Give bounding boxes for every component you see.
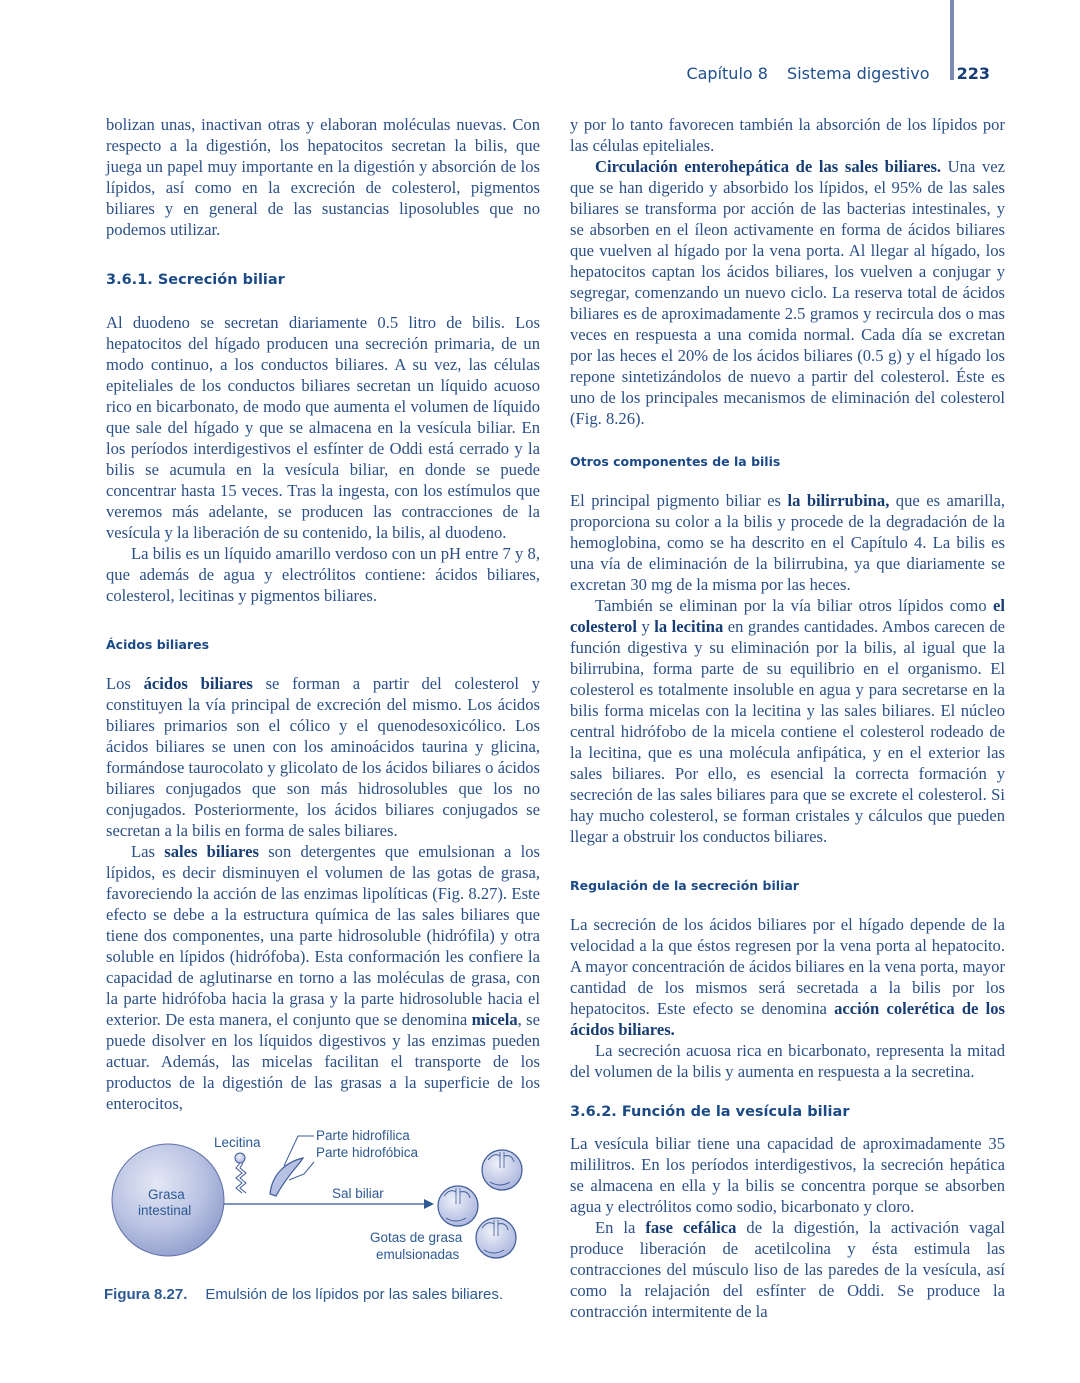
paragraph: y por lo tanto favorecen también la absorción de los lípidos por las células epiteliales. xyxy=(570,115,1005,155)
section-heading-3-6-2: 3.6.2. Función de la vesícula biliar xyxy=(570,1104,850,1120)
bile-salt-icon xyxy=(270,1158,303,1196)
figure-caption xyxy=(104,1286,503,1303)
running-header xyxy=(686,64,990,83)
label-emulsionadas: emulsionadas xyxy=(376,1247,460,1262)
right-column xyxy=(570,114,1005,1322)
micelle-icon xyxy=(482,1150,522,1190)
chapter-number: Capítulo 8 xyxy=(686,64,768,83)
paragraph: En la fase cefálica de la digestión, la activación vagal produce liberación de acetilcolina y ésta estimula las contracciones del músculo liso de las paredes de la vesícula, así como la relajación del esfínter de Oddi. Se produce la contracción intermitente de la xyxy=(570,1218,1005,1321)
paragraph: La secreción acuosa rica en bicarbonato, representa la mitad del volumen de la bilis y aumenta en respuesta a la secretina. xyxy=(570,1041,1005,1081)
bold-term: micela xyxy=(471,1010,518,1029)
chapter-title: Sistema digestivo xyxy=(787,64,930,83)
bold-term: fase cefálica xyxy=(645,1218,737,1237)
subheading-regulacion: Regulación de la secreción biliar xyxy=(570,878,799,893)
left-column xyxy=(106,114,540,1114)
paragraph: La vesícula biliar tiene una capacidad de aproximadamente 35 mililitros. En los períodos interdigestivos, la secreción hepática se almacena en ella y la bilis se concentra porque se absorben agua y electrólitos como sodio, bicarbonato y cloro. xyxy=(570,1134,1005,1216)
paragraph: bolizan unas, inactivan otras y elaboran moléculas nuevas. Con respecto a la digestión, los hepatocitos secretan la bilis, que juega un papel muy importante en la digestión y absorción de los lípidos, así como en la excreción de colesterol, pigmentos biliares y en general de las sustancias liposolubles que no podemos utilizar. xyxy=(106,115,540,239)
subheading-otros-componentes: Otros componentes de la bilis xyxy=(570,454,781,469)
section-heading-3-6-1: 3.6.1. Secreción biliar xyxy=(106,272,285,288)
label-grasa: Grasa xyxy=(148,1187,185,1202)
paragraph: Los ácidos biliares se forman a partir del colesterol y constituyen la vía principal de excreción del mismo. Los ácidos biliares primarios son el cólico y el quenodesoxicólico. Los ácidos biliares se unen con los aminoácidos taurina y glicina, formándose taurocolato y glicolato de los ácidos biliares o ácidos biliares conjugados que son más hidrosolubles que los no conjugados. Posteriormente, los ácidos biliares conjugados se secretan a la bilis en forma de sales biliares. xyxy=(106,674,541,840)
bold-term: acción colerética de los ácidos biliares. xyxy=(570,999,1005,1039)
micelle-icon xyxy=(438,1186,478,1226)
paragraph: La bilis es un líquido amarillo verdoso con un pH entre 7 y 8, que además de agua y electrólitos contiene: ácidos biliares, colesterol, lecitinas y pigmentos biliares. xyxy=(106,544,540,605)
paragraph: Al duodeno se secretan diariamente 0.5 litro de bilis. Los hepatocitos del hígado producen una secreción primaria, de un modo continuo, a los conductos biliares. A su vez, las células epiteliales de los conductos biliares secretan un líquido acuoso rico en bicarbonato, de modo que aumenta el volumen de líquido que sale del hígado y que se almacena en la vesícula biliar. En los períodos interdigestivos el esfínter de Oddi está cerrado y la bilis se acumula en la vesícula biliar, en donde se puede concentrar hasta 15 veces. Tras la ingesta, con los estímulos que veremos más adelante, se producen las contracciones de la vesícula y la liberación de su contenido, la bilis, al duodeno. xyxy=(106,313,540,542)
label-gotas-de-grasa: Gotas de grasa xyxy=(370,1230,463,1245)
figure-number: Figura 8.27. xyxy=(104,1286,188,1303)
paragraph: Circulación enterohepática de las sales biliares. Una vez que se han digerido y absorbido los lípidos, el 95% de las sales biliares se transforma por acción de las bacterias intestinales, y se absorben en el íleon activamente en forma de ácidos biliares que vuelven al hígado por la vena porta. Al llegar al hígado, los hepatocitos captan los ácidos biliares, los vuelven a conjugar y segregar, comenzando un nuevo ciclo. La reserva total de ácidos biliares es de aproximadamente 2.5 gramos y recircula dos o mas veces en respuesta a una comida normal. Cada día se excretan por las heces el 20% de los ácidos biliares (0.5 g) y el hígado los repone sintetizándolos de nuevo a partir del colesterol. Éste es uno de los principales mecanismos de eliminación del colesterol (Fig. 8.26). xyxy=(570,157,1005,428)
paragraph: El principal pigmento biliar es la bilirrubina, que es amarilla, proporciona su color a la bilis y procede de la degradación de la hemoglobina, como se ha descrito en el Capítulo 4. La bilis es una vía de eliminación de la bilirrubina, ya que diariamente se excretan 30 mg de la misma por las heces. xyxy=(570,491,1005,594)
bold-term: la lecitina xyxy=(654,617,724,636)
label-sal-biliar: Sal biliar xyxy=(332,1186,384,1201)
figure-caption-text: Emulsión de los lípidos por las sales biliares. xyxy=(205,1286,504,1303)
paragraph: La secreción de los ácidos biliares por el hígado depende de la velocidad a la que éstos regresen por la vena porta al hepatocito. A mayor concentración de ácidos biliares en la vena porta, mayor cantidad de los mismos será secretada a la bilis por los hepatocitos. Este efecto se denomina acción colerética de los ácidos biliares. xyxy=(570,915,1005,1039)
lecithin-icon xyxy=(235,1153,245,1163)
paragraph: También se eliminan por la vía biliar otros lípidos como el colesterol y la lecitina en grandes cantidades. Ambos carecen de función digestiva y su eliminación por la bilis, al igual que la bilirrubina, forma parte de su equilibrio en el organismo. El colesterol es totalmente insoluble en agua y para secretarse en la bilis forma micelas con la lecitina y las sales biliares. El núcleo central hidrófobo de la micela contiene el colesterol rodeado de la lecitina, que es una molécula anfipática, y en el exterior las sales biliares. Por ello, es esencial la correcta formación y secreción de las sales biliares para que se excrete el colesterol. Si hay mucho colesterol, se forman cristales y cálculos que pueden llegar a obstruir los conductos biliares. xyxy=(570,596,1005,846)
micelle-icon xyxy=(476,1218,516,1258)
label-parte-hidrofilica: Parte hidrofílica xyxy=(316,1128,410,1143)
bold-term: el colesterol xyxy=(570,596,1005,636)
label-parte-hidrofobica: Parte hidrofóbica xyxy=(316,1145,419,1160)
bold-term: la bilirrubina, xyxy=(787,491,890,510)
bold-term: sales biliares xyxy=(164,842,259,861)
arrow-head-icon xyxy=(424,1199,434,1209)
label-lecitina: Lecitina xyxy=(214,1135,261,1150)
paragraph: Las sales biliares son detergentes que emulsionan a los lípidos, es decir disminuyen el volumen de las gotas de grasa, favoreciendo la acción de las enzimas lipolíticas (Fig. 8.27). Este efecto se debe a la estructura química de las sales biliares que tiene dos componentes, una parte hidrosoluble (hidrófila) y otra soluble en lípidos (hidrófoba). Esta conformación les confiere la capacidad de aglutinarse en torno a las moléculas de grasa, con la parte hidrófoba hacia la grasa y la parte hidrosoluble hacia el exterior. De esta manera, el conjunto que se denomina micela, se puede disolver en los líquidos digestivos y las enzimas pueden actuar. Además, las micelas facilitan el transporte de los productos de la digestión de las grasas a la superficie de los enterocitos, xyxy=(106,842,541,1113)
subheading-acidos-biliares: Ácidos biliares xyxy=(106,637,210,652)
page-number: 223 xyxy=(956,64,990,83)
bold-term: ácidos biliares xyxy=(143,674,253,693)
bold-term: Circulación enterohepática de las sales biliares. xyxy=(595,157,942,176)
label-intestinal: intestinal xyxy=(138,1203,192,1218)
